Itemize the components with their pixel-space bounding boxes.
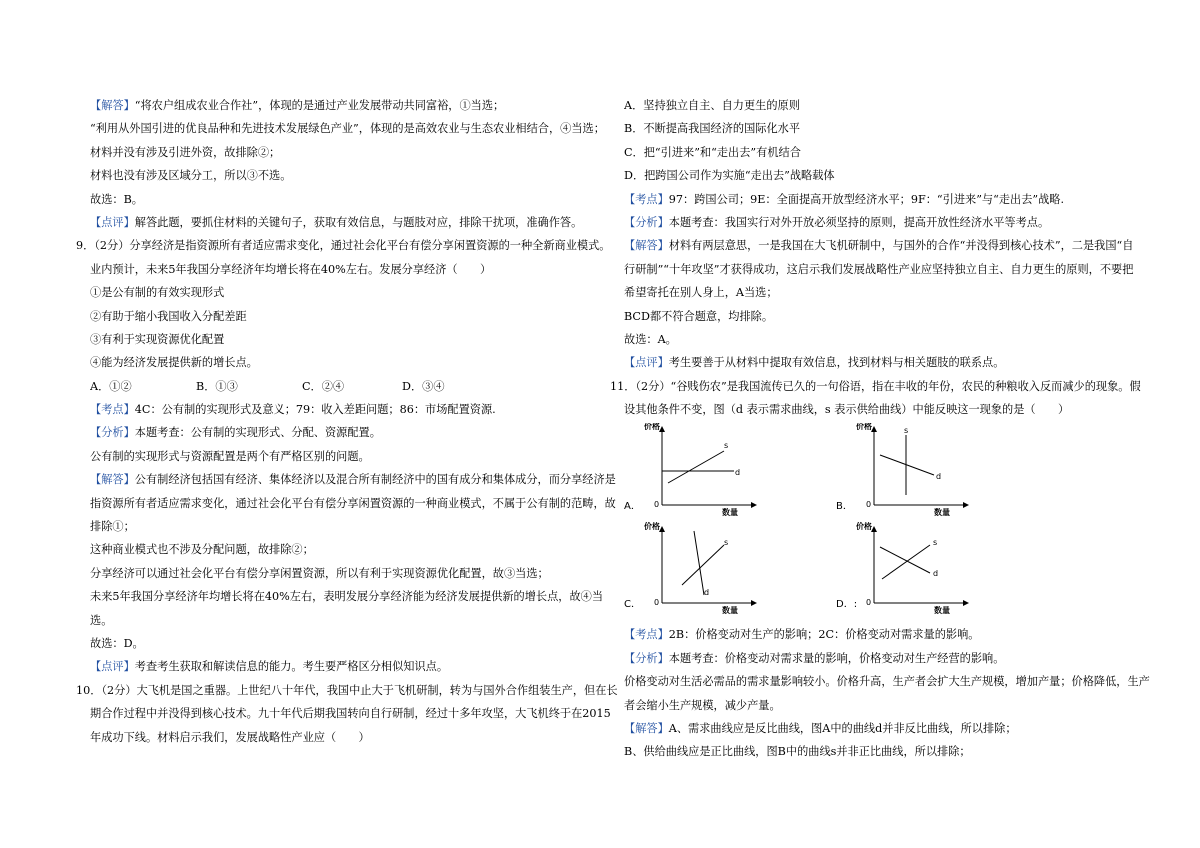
text-line: 【解答】A、需求曲线应是反比曲线，图A中的曲线d并非反比曲线，所以排除； [624, 722, 1017, 736]
demand-label: d [704, 588, 710, 598]
statement-item: ①是公有制的有效实现形式 [90, 286, 225, 300]
text-line: 这种商业模式也不涉及分配问题，故排除②； [90, 543, 314, 557]
statement-item: ④能为经济发展提供新的增长点。 [90, 356, 258, 370]
text-line: 【解答】“将农户组成农业合作社”，体现的是通过产业发展带动共同富裕，①当选； [90, 99, 505, 112]
q9-items [90, 281, 630, 375]
demand-label: d [735, 468, 741, 478]
q10-options [624, 94, 1164, 188]
question-stem: 9．（2分）分享经济是指资源所有者适应需求变化，通过社会化平台有偿分享闲置资源的一种全新商业模式。 [76, 239, 611, 253]
x-axis-label: 数量 [934, 606, 950, 616]
origin-label: 0 [866, 500, 872, 510]
supply-demand-graphs [624, 423, 1164, 623]
question-stem: 业内预计，未来5年我国分享经济年均增长将在40%左右。发展分享经济（ ） [90, 262, 492, 276]
left-column [76, 94, 630, 749]
option-b: B．①③ [196, 379, 238, 393]
supply-label: s [724, 441, 729, 451]
text-line: 分享经济可以通过社会化平台有偿分享闲置资源，所以有利于实现资源优化配置，故③当选； [90, 566, 549, 580]
text-line: 【考点】4C：公有制的实现形式及意义；79：收入差距问题；86：市场配置资源. [90, 403, 496, 417]
statement-item: ②有助于缩小我国收入分配差距 [90, 309, 247, 323]
x-axis-label: 数量 [722, 606, 738, 616]
q9-analysis [90, 398, 630, 679]
graph-b [836, 423, 966, 517]
right-column [610, 94, 1164, 764]
text-line: 公有制的实现形式与资源配置是两个有严格区别的问题。 [90, 449, 370, 463]
text-line: 【考点】2B：价格变动对生产的影响；2C：价格变动对需求量的影响。 [624, 628, 980, 642]
text-line: 材料也没有涉及区域分工，所以③不选。 [90, 169, 292, 183]
graph-c [624, 521, 754, 615]
text-line: B、供给曲线应是正比曲线，图B中的曲线s并非正比曲线，所以排除； [624, 745, 971, 759]
origin-label: 0 [866, 598, 872, 608]
y-axis-label: 价格 [644, 423, 660, 432]
origin-label: 0 [654, 598, 660, 608]
demand-label: d [933, 569, 939, 579]
option-d: D．把跨国公司作为实施“走出去”战略载体 [624, 169, 835, 183]
text-line: 故选：A。 [624, 332, 677, 346]
demand-label: d [936, 472, 942, 482]
text-line: 价格变动对生活必需品的需求量影响较小。价格升高，生产者会扩大生产规模，增加产量；价格降低，生产 [624, 675, 1150, 689]
graph-a [624, 423, 754, 517]
graphs-svg [624, 423, 1164, 623]
option-b-label: B． [836, 501, 853, 513]
origin-label: 0 [654, 500, 660, 510]
q10-analysis [624, 188, 1164, 375]
option-c-label: C． [624, 599, 641, 611]
question-stem: 10．（2分）大飞机是国之重器。上世纪八十年代，我国中止大于飞机研制，转为与国外合作组装生产，但在长 [76, 683, 618, 697]
option-a-label: A． [624, 501, 641, 513]
text-line: 选。 [90, 613, 113, 627]
question-stem: 期合作过程中并没得到核心技术。九十年代后期我国转向自行研制，经过十多年攻坚，大飞机终于在2015 [90, 707, 611, 721]
question-stem: 年成功下线。材料启示我们，发展战略性产业应（ ） [90, 730, 370, 744]
text-line: 者会缩小生产规模，减少产量。 [624, 698, 781, 712]
text-line: 【考点】97：跨国公司；9E：全面提高开放型经济水平；9F：“引进来”与“走出去”战略. [624, 192, 1065, 206]
text-line: 【分析】本题考查：我国实行对外开放必须坚持的原则，提高开放性经济水平等考点。 [624, 215, 1050, 229]
supply-label: s [904, 426, 909, 436]
question-10 [76, 679, 630, 749]
x-axis-label: 数量 [722, 508, 738, 518]
text-line: 【点评】考查考生获取和解读信息的能力。考生要严格区分相似知识点。 [90, 660, 449, 674]
text-line: 【解答】材料有两层意思，一是我国在大飞机研制中，与国外的合作“并没得到核心技术”，二是我国“自 [624, 239, 1134, 253]
supply-label: s [724, 538, 729, 548]
option-c: C．②④ [302, 379, 345, 393]
q11-analysis [624, 623, 1164, 763]
x-axis-label: 数量 [934, 508, 950, 518]
text-line: 排除①； [90, 520, 135, 534]
y-axis-label: 价格 [644, 522, 660, 532]
statement-item: ③有利于实现资源优化配置 [90, 332, 225, 346]
text-line: 行研制”“十年攻坚”才获得成功，这启示我们发展战略性产业应坚持独立自主、自力更生的原则，不要把 [624, 262, 1134, 276]
question-stem: 11．（2分）“谷贱伤农”是我国流传已久的一句俗语，指在丰收的年份，农民的种粮收入反而减少的现象。假 [610, 379, 1141, 393]
text-line: 【分析】本题考查：价格变动对需求量的影响，价格变动对生产经营的影响。 [624, 651, 1005, 665]
question-9 [76, 234, 630, 281]
text-line: 【点评】考生要善于从材料中提取有效信息，找到材料与相关题肢的联系点。 [624, 356, 1005, 370]
y-axis-label: 价格 [856, 522, 872, 532]
text-line: 材料并没有涉及引进外资，故排除②； [90, 145, 281, 159]
text-line: “利用从外国引进的优良品种和先进技术发展绿色产业”，体现的是高效农业与生态农业相结合，④当选； [90, 122, 605, 136]
y-axis-label: 价格 [856, 423, 872, 432]
text-line: 未来5年我国分享经济年均增长将在40%左右，表明发展分享经济能为经济发展提供新的增长点，故④当 [90, 590, 604, 604]
option-a: A．坚持独立自主、自力更生的原则 [624, 99, 800, 112]
option-b: B．不断提高我国经济的国际化水平 [624, 122, 801, 136]
text-line: 【解答】公有制经济包括国有经济、集体经济以及混合所有制经济中的国有成分和集体成分，而分享经济是 [90, 473, 616, 487]
text-line: 【点评】解答此题，要抓住材料的关键句子，获取有效信息，与题肢对应，排除干扰项，准确作答。 [90, 215, 583, 229]
q9-options [90, 375, 630, 398]
graph-d [836, 521, 966, 615]
text-line: 故选：B。 [90, 192, 143, 206]
option-c: C．把“引进来”和“走出去”有机结合 [624, 145, 801, 159]
text-line: 希望寄托在别人身上，A当选； [624, 286, 778, 300]
q8-tail [90, 94, 630, 234]
option-d: D．③④ [402, 379, 445, 393]
question-11 [610, 375, 1164, 422]
supply-label: s [933, 538, 938, 548]
text-line: 【分析】本题考查：公有制的实现形式、分配、资源配置。 [90, 426, 381, 440]
question-stem: 设其他条件不变，图（d 表示需求曲线，s 表示供给曲线）中能反映这一现象的是（ ） [624, 403, 1070, 417]
text-line: 故选：D。 [90, 636, 144, 650]
option-a: A．①② [90, 379, 132, 393]
text-line: BCD都不符合题意，均排除。 [624, 309, 774, 323]
text-line: 指资源所有者适应需求变化，通过社会化平台有偿分享闲置资源的一种商业模式，不属于公有制的范畴，故 [90, 496, 616, 510]
option-d-label: D．: [836, 599, 858, 611]
